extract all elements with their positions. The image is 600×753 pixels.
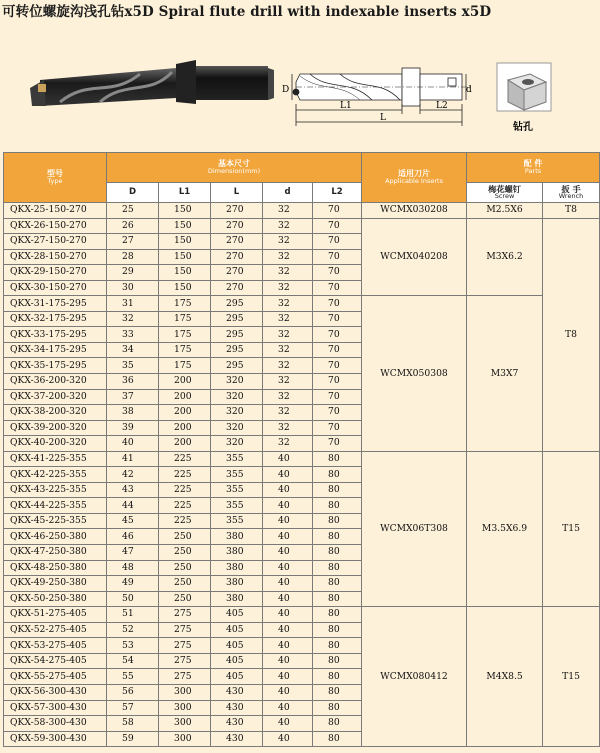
cell-L1: 275 — [159, 607, 211, 623]
cell-d: 32 — [263, 420, 313, 436]
cell-L1: 300 — [159, 731, 211, 747]
cell-L1: 250 — [159, 560, 211, 576]
cell-wrench: T15 — [543, 451, 600, 606]
cell-L1: 250 — [159, 529, 211, 545]
cell-wrench: T15 — [543, 607, 600, 747]
col-L2: L2 — [313, 183, 362, 203]
cell-type: QKX-36-200-320 — [4, 374, 107, 390]
cell-type: QKX-59-300-430 — [4, 731, 107, 747]
cell-L2: 80 — [313, 716, 362, 732]
cell-type: QKX-51-275-405 — [4, 607, 107, 623]
cell-L2: 70 — [313, 280, 362, 296]
cell-L1: 175 — [159, 342, 211, 358]
cell-L1: 200 — [159, 405, 211, 421]
cell-D: 32 — [107, 311, 159, 327]
cell-L2: 80 — [313, 684, 362, 700]
cell-L1: 225 — [159, 482, 211, 498]
icon-caption: 钻孔 — [513, 122, 533, 133]
cell-L: 380 — [211, 576, 263, 592]
cell-L: 405 — [211, 669, 263, 685]
cell-d: 40 — [263, 451, 313, 467]
cell-D: 28 — [107, 249, 159, 265]
cell-L1: 200 — [159, 436, 211, 452]
cell-L1: 200 — [159, 374, 211, 390]
cell-L1: 300 — [159, 700, 211, 716]
cell-L1: 150 — [159, 280, 211, 296]
cell-D: 50 — [107, 591, 159, 607]
cell-L1: 175 — [159, 358, 211, 374]
cell-L2: 70 — [313, 203, 362, 219]
cell-screw: M3X7 — [467, 296, 543, 451]
cell-L2: 70 — [313, 342, 362, 358]
cell-L1: 250 — [159, 545, 211, 561]
cell-L1: 150 — [159, 249, 211, 265]
cell-wrench: T8 — [543, 218, 600, 451]
cell-L1: 175 — [159, 327, 211, 343]
table-row — [4, 296, 600, 312]
col-L: L — [211, 183, 263, 203]
cell-d: 40 — [263, 731, 313, 747]
cell-type: QKX-52-275-405 — [4, 622, 107, 638]
cell-D: 51 — [107, 607, 159, 623]
cell-L2: 80 — [313, 669, 362, 685]
cell-insert: WCMX040208 — [362, 218, 467, 296]
cell-L: 295 — [211, 327, 263, 343]
cell-L: 320 — [211, 405, 263, 421]
cell-D: 35 — [107, 358, 159, 374]
cell-L2: 80 — [313, 545, 362, 561]
cell-screw: M4X8.5 — [467, 607, 543, 747]
cell-d: 40 — [263, 591, 313, 607]
cell-d: 40 — [263, 482, 313, 498]
cell-type: QKX-30-150-270 — [4, 280, 107, 296]
cell-screw: M3X6.2 — [467, 218, 543, 296]
cell-type: QKX-54-275-405 — [4, 653, 107, 669]
cell-type: QKX-40-200-320 — [4, 436, 107, 452]
cell-L2: 80 — [313, 700, 362, 716]
cell-d: 40 — [263, 545, 313, 561]
cell-L2: 80 — [313, 560, 362, 576]
cell-D: 36 — [107, 374, 159, 390]
cell-d: 32 — [263, 249, 313, 265]
cell-d: 32 — [263, 436, 313, 452]
cell-L: 430 — [211, 731, 263, 747]
cell-insert: WCMX06T308 — [362, 451, 467, 606]
cell-type: QKX-35-175-295 — [4, 358, 107, 374]
cell-L1: 250 — [159, 591, 211, 607]
cell-L1: 250 — [159, 576, 211, 592]
cell-L: 270 — [211, 265, 263, 281]
cell-L2: 70 — [313, 234, 362, 250]
cell-L2: 80 — [313, 467, 362, 483]
cell-d: 40 — [263, 653, 313, 669]
cell-L: 270 — [211, 249, 263, 265]
cell-type: QKX-29-150-270 — [4, 265, 107, 281]
cell-L1: 150 — [159, 265, 211, 281]
cell-L: 430 — [211, 716, 263, 732]
cell-L: 380 — [211, 529, 263, 545]
cell-L1: 225 — [159, 467, 211, 483]
drill-illustrations — [0, 18, 600, 150]
cell-d: 40 — [263, 716, 313, 732]
cell-type: QKX-47-250-380 — [4, 545, 107, 561]
cell-L1: 150 — [159, 203, 211, 219]
cell-type: QKX-55-275-405 — [4, 669, 107, 685]
cell-type: QKX-34-175-295 — [4, 342, 107, 358]
cell-d: 40 — [263, 576, 313, 592]
cell-L2: 80 — [313, 622, 362, 638]
cell-d: 40 — [263, 498, 313, 514]
cell-D: 44 — [107, 498, 159, 514]
cell-type: QKX-56-300-430 — [4, 684, 107, 700]
cell-L: 405 — [211, 653, 263, 669]
cell-D: 31 — [107, 296, 159, 312]
cell-insert: WCMX030208 — [362, 203, 467, 219]
cell-L: 355 — [211, 467, 263, 483]
cell-L: 380 — [211, 545, 263, 561]
cell-d: 40 — [263, 560, 313, 576]
product-images — [0, 18, 600, 150]
cell-d: 32 — [263, 203, 313, 219]
cell-type: QKX-41-225-355 — [4, 451, 107, 467]
cell-type: QKX-26-150-270 — [4, 218, 107, 234]
cell-L: 270 — [211, 218, 263, 234]
cell-L: 380 — [211, 560, 263, 576]
cell-type: QKX-58-300-430 — [4, 716, 107, 732]
cell-L1: 225 — [159, 513, 211, 529]
col-screw: 梅花螺钉 Screw — [467, 183, 543, 203]
cell-L: 320 — [211, 389, 263, 405]
spec-table — [3, 152, 600, 747]
cell-L2: 80 — [313, 576, 362, 592]
cell-L1: 150 — [159, 234, 211, 250]
cell-type: QKX-25-150-270 — [4, 203, 107, 219]
cell-L: 430 — [211, 700, 263, 716]
cell-type: QKX-45-225-355 — [4, 513, 107, 529]
cell-L: 270 — [211, 234, 263, 250]
cell-D: 56 — [107, 684, 159, 700]
cell-D: 29 — [107, 265, 159, 281]
cell-type: QKX-44-225-355 — [4, 498, 107, 514]
cell-L: 355 — [211, 482, 263, 498]
cell-L: 380 — [211, 591, 263, 607]
table-row — [4, 607, 600, 623]
cell-L2: 80 — [313, 529, 362, 545]
cell-L2: 80 — [313, 482, 362, 498]
col-L1: L1 — [159, 183, 211, 203]
cell-d: 40 — [263, 622, 313, 638]
label-L2: L2 — [436, 101, 448, 111]
header-parts: 配 件 Parts — [467, 153, 600, 183]
cell-type: QKX-28-150-270 — [4, 249, 107, 265]
cell-type: QKX-39-200-320 — [4, 420, 107, 436]
cell-type: QKX-53-275-405 — [4, 638, 107, 654]
cell-D: 33 — [107, 327, 159, 343]
cell-D: 30 — [107, 280, 159, 296]
cell-wrench: T8 — [543, 203, 600, 219]
cell-L2: 70 — [313, 405, 362, 421]
cell-d: 32 — [263, 374, 313, 390]
cell-D: 55 — [107, 669, 159, 685]
cell-D: 49 — [107, 576, 159, 592]
label-L: L — [380, 113, 386, 123]
cell-D: 34 — [107, 342, 159, 358]
cell-L: 295 — [211, 342, 263, 358]
cell-L: 320 — [211, 436, 263, 452]
label-d: d — [466, 85, 472, 95]
cell-L: 355 — [211, 498, 263, 514]
table-row — [4, 203, 600, 219]
label-D: D — [282, 85, 290, 95]
cell-d: 32 — [263, 405, 313, 421]
drilling-icon — [497, 63, 551, 111]
cell-L1: 225 — [159, 498, 211, 514]
cell-d: 32 — [263, 342, 313, 358]
cell-D: 48 — [107, 560, 159, 576]
cell-L1: 275 — [159, 638, 211, 654]
cell-L: 355 — [211, 513, 263, 529]
cell-L: 320 — [211, 420, 263, 436]
cell-L1: 150 — [159, 218, 211, 234]
cell-d: 32 — [263, 358, 313, 374]
cell-L: 405 — [211, 638, 263, 654]
cell-L1: 175 — [159, 296, 211, 312]
cell-D: 42 — [107, 467, 159, 483]
cell-L2: 70 — [313, 436, 362, 452]
cell-L2: 80 — [313, 653, 362, 669]
cell-D: 26 — [107, 218, 159, 234]
cell-L1: 200 — [159, 389, 211, 405]
table-body — [4, 203, 600, 747]
cell-insert: WCMX050308 — [362, 296, 467, 451]
cell-d: 32 — [263, 296, 313, 312]
cell-D: 47 — [107, 545, 159, 561]
label-L1: L1 — [340, 101, 352, 111]
cell-D: 53 — [107, 638, 159, 654]
cell-D: 54 — [107, 653, 159, 669]
cell-L2: 80 — [313, 498, 362, 514]
cell-L2: 80 — [313, 513, 362, 529]
cell-d: 40 — [263, 638, 313, 654]
cell-L2: 80 — [313, 731, 362, 747]
cell-L2: 70 — [313, 218, 362, 234]
cell-L: 355 — [211, 451, 263, 467]
cell-d: 32 — [263, 234, 313, 250]
cell-d: 40 — [263, 467, 313, 483]
cell-type: QKX-43-225-355 — [4, 482, 107, 498]
table-row — [4, 218, 600, 234]
cell-D: 46 — [107, 529, 159, 545]
cell-d: 32 — [263, 389, 313, 405]
cell-type: QKX-46-250-380 — [4, 529, 107, 545]
page-title: 可转位螺旋沟浅孔钻x5D Spiral flute drill with indexable inserts x5D — [2, 4, 492, 20]
cell-L2: 80 — [313, 638, 362, 654]
cell-L: 405 — [211, 622, 263, 638]
cell-d: 40 — [263, 669, 313, 685]
header-inserts: 适用刀片 Applicable Inserts — [362, 153, 467, 203]
cell-L: 270 — [211, 203, 263, 219]
cell-L: 320 — [211, 374, 263, 390]
cell-L2: 70 — [313, 420, 362, 436]
cell-type: QKX-32-175-295 — [4, 311, 107, 327]
cell-D: 58 — [107, 716, 159, 732]
drill-photo — [30, 60, 274, 106]
cell-D: 39 — [107, 420, 159, 436]
cell-d: 40 — [263, 513, 313, 529]
cell-screw: M2.5X6 — [467, 203, 543, 219]
cell-d: 32 — [263, 218, 313, 234]
cell-L2: 80 — [313, 451, 362, 467]
cell-L2: 70 — [313, 374, 362, 390]
cell-type: QKX-33-175-295 — [4, 327, 107, 343]
cell-L1: 225 — [159, 451, 211, 467]
cell-type: QKX-37-200-320 — [4, 389, 107, 405]
cell-L: 295 — [211, 311, 263, 327]
cell-L1: 300 — [159, 716, 211, 732]
cell-L1: 175 — [159, 311, 211, 327]
cell-type: QKX-50-250-380 — [4, 591, 107, 607]
cell-L: 295 — [211, 296, 263, 312]
cell-L1: 275 — [159, 653, 211, 669]
table-row — [4, 451, 600, 467]
cell-d: 40 — [263, 529, 313, 545]
cell-L1: 200 — [159, 420, 211, 436]
cell-L2: 80 — [313, 607, 362, 623]
cell-L1: 275 — [159, 622, 211, 638]
cell-type: QKX-57-300-430 — [4, 700, 107, 716]
cell-D: 37 — [107, 389, 159, 405]
col-wrench: 扳 手 Wrench — [543, 183, 600, 203]
cell-d: 32 — [263, 311, 313, 327]
cell-L1: 300 — [159, 684, 211, 700]
cell-type: QKX-31-175-295 — [4, 296, 107, 312]
cell-D: 43 — [107, 482, 159, 498]
cell-L2: 70 — [313, 311, 362, 327]
cell-d: 40 — [263, 684, 313, 700]
cell-L2: 70 — [313, 389, 362, 405]
cell-insert: WCMX080412 — [362, 607, 467, 747]
cell-d: 32 — [263, 327, 313, 343]
cell-L: 405 — [211, 607, 263, 623]
cell-D: 38 — [107, 405, 159, 421]
cell-d: 40 — [263, 700, 313, 716]
cell-d: 40 — [263, 607, 313, 623]
header-type: 型号 Type — [4, 153, 107, 203]
cell-L2: 70 — [313, 327, 362, 343]
cell-type: QKX-48-250-380 — [4, 560, 107, 576]
cell-d: 32 — [263, 280, 313, 296]
cell-screw: M3.5X6.9 — [467, 451, 543, 606]
cell-type: QKX-42-225-355 — [4, 467, 107, 483]
cell-type: QKX-38-200-320 — [4, 405, 107, 421]
cell-D: 57 — [107, 700, 159, 716]
cell-L: 295 — [211, 358, 263, 374]
cell-D: 41 — [107, 451, 159, 467]
cell-type: QKX-49-250-380 — [4, 576, 107, 592]
cell-D: 40 — [107, 436, 159, 452]
col-D: D — [107, 183, 159, 203]
cell-L2: 70 — [313, 265, 362, 281]
cell-L2: 70 — [313, 296, 362, 312]
cell-L: 270 — [211, 280, 263, 296]
cell-L1: 275 — [159, 669, 211, 685]
cell-D: 25 — [107, 203, 159, 219]
cell-D: 45 — [107, 513, 159, 529]
cell-L2: 80 — [313, 591, 362, 607]
cell-D: 27 — [107, 234, 159, 250]
cell-D: 59 — [107, 731, 159, 747]
cell-d: 32 — [263, 265, 313, 281]
cell-L2: 70 — [313, 358, 362, 374]
col-d: d — [263, 183, 313, 203]
cell-D: 52 — [107, 622, 159, 638]
cell-type: QKX-27-150-270 — [4, 234, 107, 250]
header-dimension: 基本尺寸 Dimension(mm) — [107, 153, 362, 183]
cell-L: 430 — [211, 684, 263, 700]
cell-L2: 70 — [313, 249, 362, 265]
